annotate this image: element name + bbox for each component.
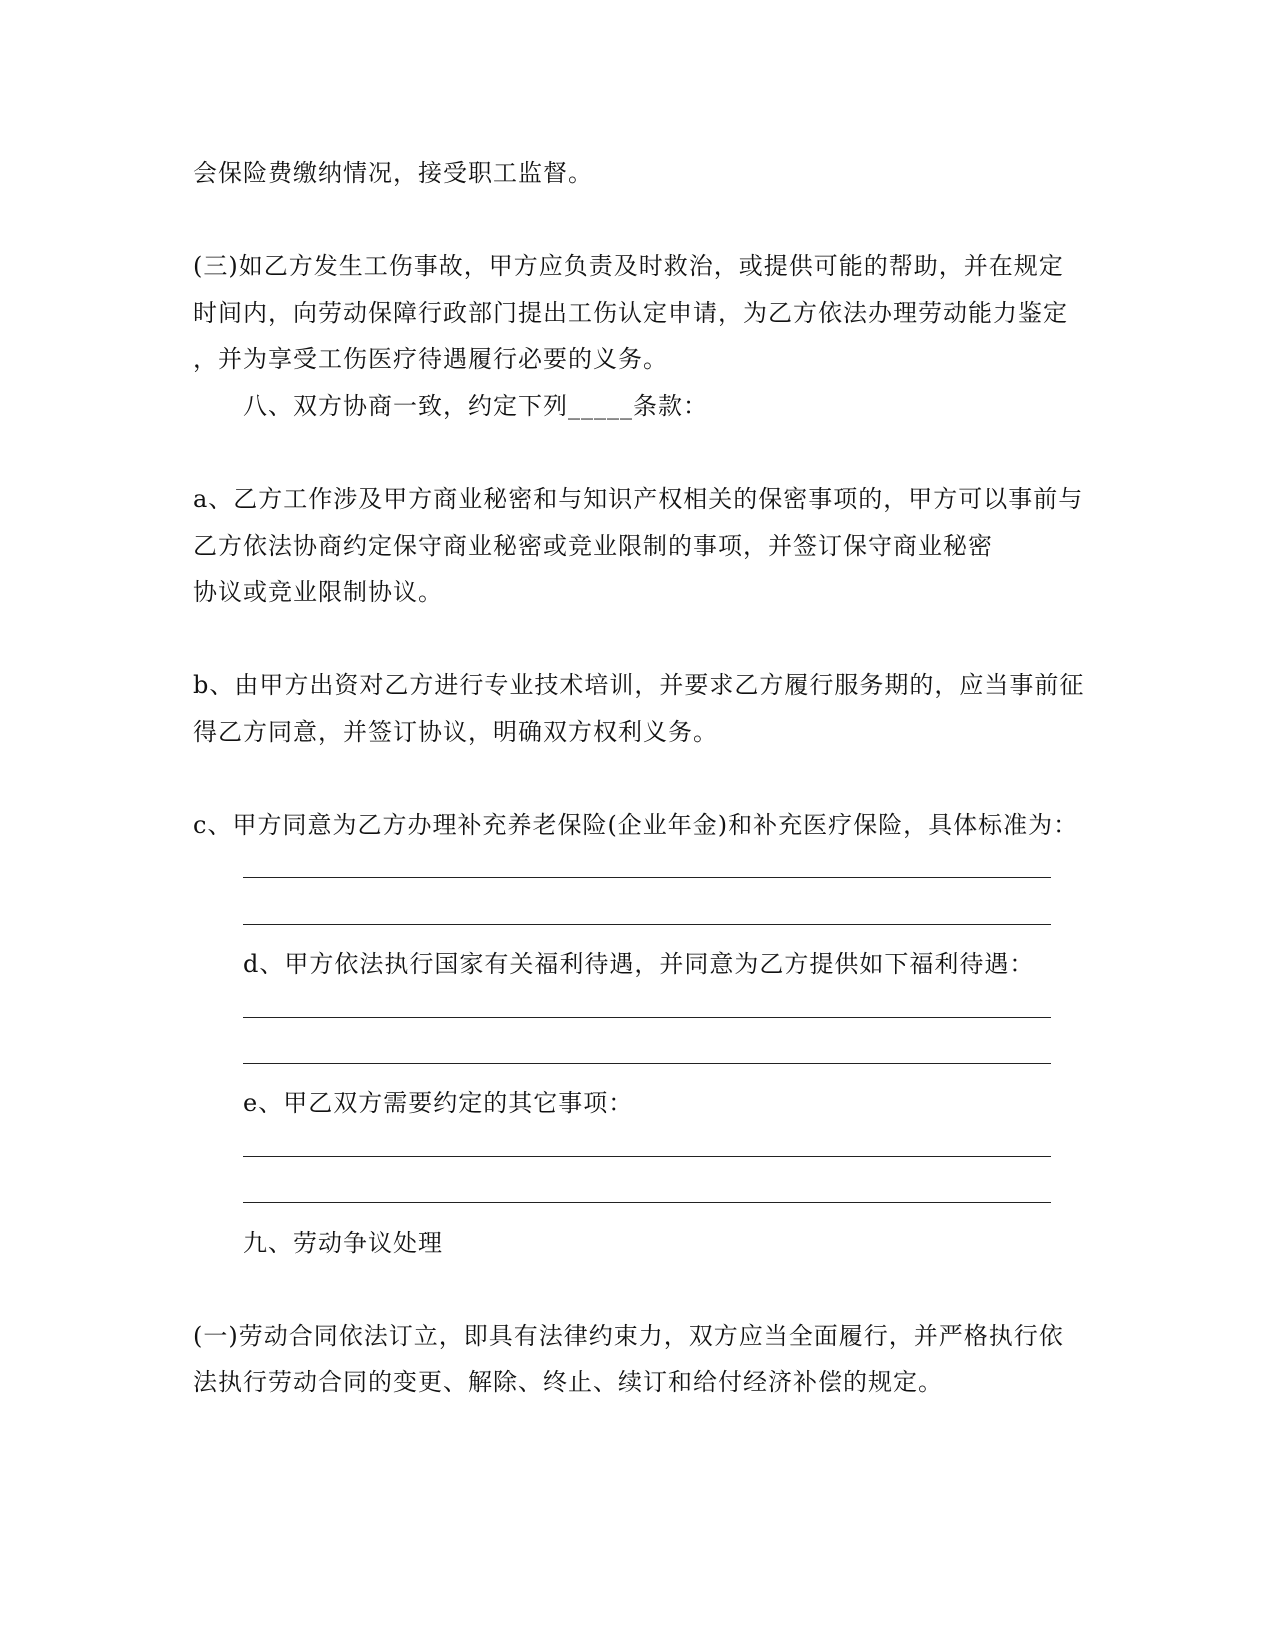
blank-fill-line — [243, 924, 1051, 925]
text-line: c、甲方同意为乙方办理补充养老保险(企业年金)和补充医疗保险，具体标准为： — [193, 811, 1079, 839]
text-line: 得乙方同意，并签订协议，明确双方权利义务。 — [193, 718, 718, 746]
section-heading: 九、劳动争议处理 — [243, 1229, 443, 1257]
blank-fill-line — [243, 877, 1051, 878]
text-line: 时间内，向劳动保障行政部门提出工伤认定申请，为乙方依法办理劳动能力鉴定 — [193, 299, 1068, 327]
text-line: a、乙方工作涉及甲方商业秘密和与知识产权相关的保密事项的，甲方可以事前与 — [193, 485, 1084, 513]
text-line: (一)劳动合同依法订立，即具有法律约束力，双方应当全面履行，并严格执行依 — [193, 1322, 1064, 1350]
text-line: 协议或竞业限制协议。 — [193, 578, 443, 606]
blank-fill-line — [243, 1063, 1051, 1064]
text-line: 会保险费缴纳情况，接受职工监督。 — [193, 159, 593, 187]
text-line: 法执行劳动合同的变更、解除、终止、续订和给付经济补偿的规定。 — [193, 1368, 943, 1396]
section-heading: 八、双方协商一致，约定下列_____条款： — [243, 392, 708, 420]
text-line: 乙方依法协商约定保守商业秘密或竞业限制的事项，并签订保守商业秘密 — [193, 532, 993, 560]
blank-fill-line — [243, 1017, 1051, 1018]
text-line: d、甲方依法执行国家有关福利待遇，并同意为乙方提供如下福利待遇： — [243, 950, 1035, 978]
blank-fill-line — [243, 1156, 1051, 1157]
blank-fill-line — [243, 1202, 1051, 1203]
text-line: ，并为享受工伤医疗待遇履行必要的义务。 — [193, 345, 668, 373]
text-line: (三)如乙方发生工伤事故，甲方应负责及时救治，或提供可能的帮助，并在规定 — [193, 252, 1064, 280]
text-line: e、甲乙双方需要约定的其它事项： — [243, 1089, 634, 1117]
text-line: b、由甲方出资对乙方进行专业技术培训，并要求乙方履行服务期的，应当事前征 — [193, 671, 1085, 699]
